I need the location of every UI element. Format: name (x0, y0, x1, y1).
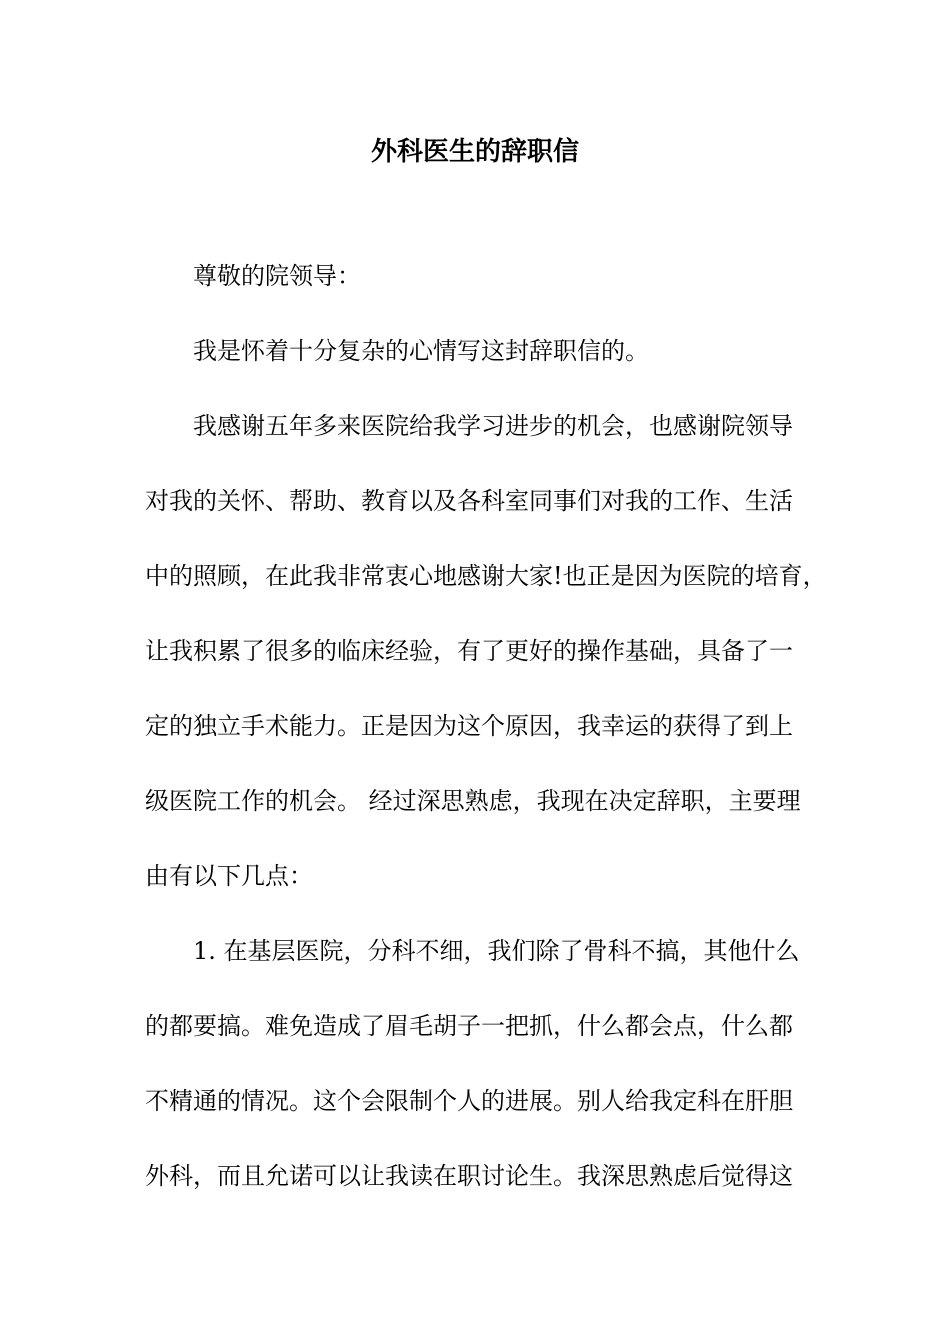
paragraph-line: 的都要搞。难免造成了眉毛胡子一把抓，什么都会点，什么都 (145, 1012, 793, 1040)
paragraph-line: 定的独立手术能力。正是因为这个原因，我幸运的获得了到上 (145, 712, 793, 740)
list-item-line: 1. 在基层医院，分科不细，我们除了骨科不搞，其他什么 (193, 937, 800, 965)
paragraph-line: 外科，而且允诺可以让我读在职讨论生。我深思熟虑后觉得这 (145, 1162, 793, 1190)
salutation-line: 尊敬的院领导： (193, 262, 361, 290)
paragraph-line: 让我积累了很多的临床经验，有了更好的操作基础，具备了一 (145, 637, 793, 665)
paragraph-line: 我感谢五年多来医院给我学习进步的机会，也感谢院领导 (193, 412, 793, 440)
paragraph-line: 级医院工作的机会。 经过深思熟虑，我现在决定辞职，主要理 (145, 787, 801, 815)
paragraph-line: 不精通的情况。这个会限制个人的进展。别人给我定科在肝胆 (145, 1087, 793, 1115)
document-title: 外科医生的辞职信 (370, 137, 579, 167)
paragraph-line: 中的照顾，在此我非常衷心地感谢大家!也正是因为医院的培育， (145, 562, 827, 590)
paragraph-line: 我是怀着十分复杂的心情写这封辞职信的。 (193, 337, 649, 365)
paragraph-line: 对我的关怀、帮助、教育以及各科室同事们对我的工作、生活 (145, 487, 793, 515)
paragraph-line: 由有以下几点： (145, 862, 313, 890)
